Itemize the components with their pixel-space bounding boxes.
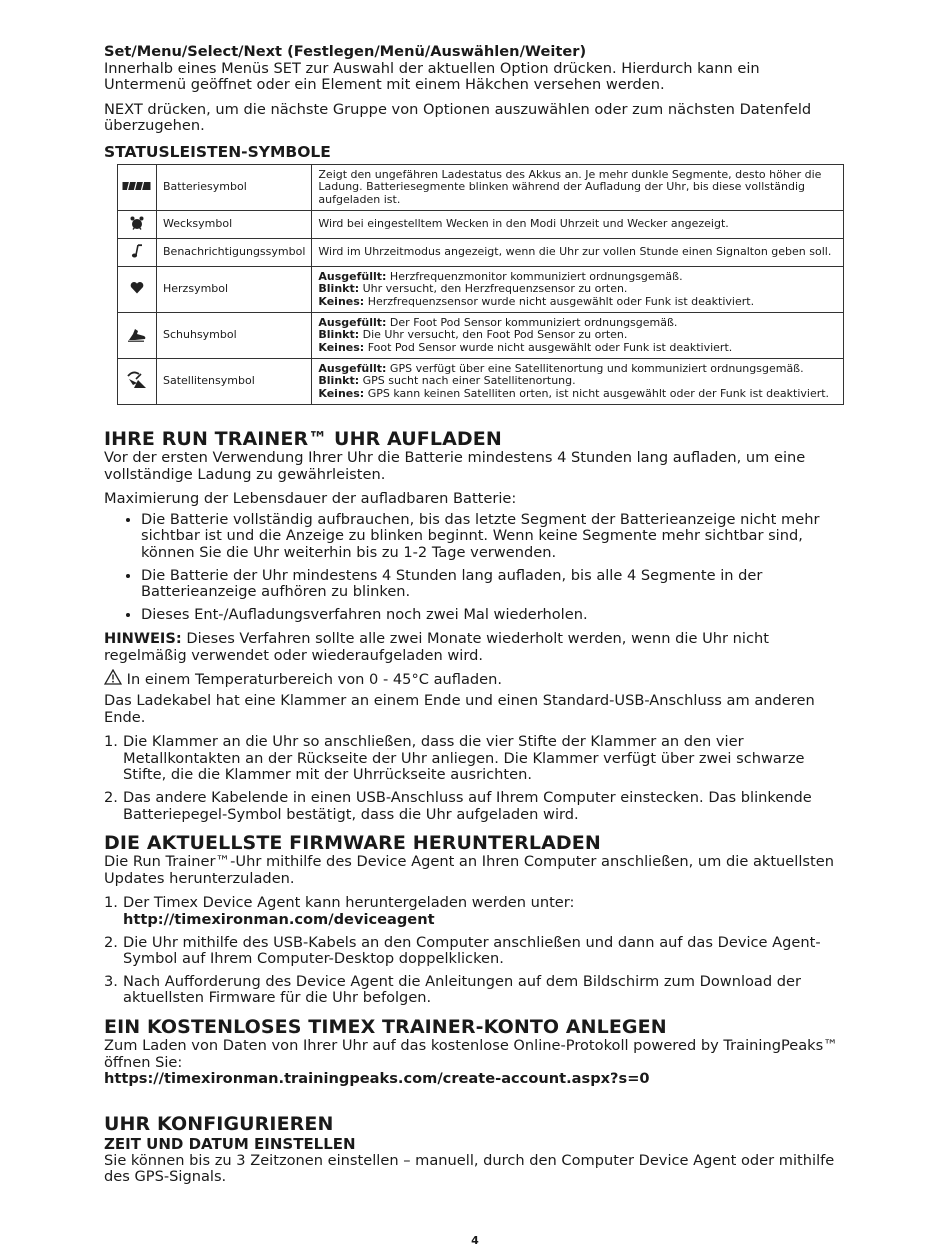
icon-name: Satellitensymbol <box>157 358 312 404</box>
table-row <box>118 312 844 358</box>
list-item: 1. Die Klammer an die Uhr so anschließen, dass die vier Stifte der Klammer an den vier Metallkontakten an der Rückseite der Uhr anliegen. Die Klammer verfügt über zwei schwarze Stifte, die die Klammer mit der Uhrrückseite ausrichten. <box>104 733 805 784</box>
note-text: Dieses Verfahren sollte alle zwei Monate wiederholt werden, wenn die Uhr nicht regelmäßig verwendet oder wiederaufgeladen wird. <box>104 630 769 664</box>
icon-description: Wird im Uhrzeitmodus angezeigt, wenn die Uhr zur vollen Stunde einen Signalton geben soll. <box>312 238 844 266</box>
icon-name: Benachrichtigungssymbol <box>157 238 312 266</box>
config-heading: UHR KONFIGURIEREN <box>104 1112 334 1135</box>
config-text: Sie können bis zu 3 Zeitzonen einstellen – manuell, durch den Computer Device Agent oder mithilfe des GPS-Signals. <box>104 1151 835 1186</box>
status-icon-table <box>117 164 844 405</box>
icon-description: Zeigt den ungefähren Ladestatus des Akkus an. Je mehr dunkle Segmente, desto höher die Ladung. Batteriesegmente blinken während der Aufladung der Uhr, bis diese vollständig aufgeladen ist. <box>312 164 844 210</box>
list-item: • Die Batterie der Uhr mindestens 4 Stunden lang aufladen, bis alle 4 Segmente in der Batterieanzeige aufhören zu blinken. <box>141 568 846 601</box>
note <box>104 631 846 664</box>
note-icon <box>131 244 143 258</box>
set-menu-text: Innerhalb eines Menüs SET zur Auswahl der aktuellen Option drücken. Hierdurch kann ein Untermenü geöffnet oder ein Element mit einem Häkchen versehen werden. <box>104 59 760 94</box>
page-number: 4 <box>471 1234 479 1247</box>
next-text: NEXT drücken, um die nächste Gruppe von Optionen auszuwählen oder zum nächsten Datenfeld überzugehen. <box>104 100 812 135</box>
charge-intro: Vor der ersten Verwendung Ihrer Uhr die Batterie mindestens 4 Stunden lang aufladen, um eine vollständige Ladung zu gewährleisten. <box>104 448 806 483</box>
time-date-subheading: ZEIT UND DATUM EINSTELLEN <box>104 1134 356 1153</box>
charge-bullets <box>104 512 846 624</box>
status-heading: STATUSLEISTEN-SYMBOLE <box>104 142 331 161</box>
warning-text: In einem Temperaturbereich von 0 - 45°C aufladen. <box>126 670 503 688</box>
alarm-icon <box>130 216 144 230</box>
charge-heading: IHRE RUN TRAINER™ UHR AUFLADEN <box>104 427 502 450</box>
account-link[interactable]: https://timexironman.trainingpeaks.com/create-account.aspx?s=0 <box>104 1070 650 1088</box>
firmware-steps <box>104 895 846 1007</box>
table-row <box>118 164 844 210</box>
list-item: 2. Die Uhr mithilfe des USB-Kabels an den Computer anschließen und dann auf das Device Agent-Symbol auf Ihrem Computer-Desktop doppelklicken. <box>104 933 821 968</box>
icon-description: Ausgefüllt: Der Foot Pod Sensor kommuniziert ordnungsgemäß. Blinkt: Die Uhr versucht, den Foot Pod Sensor zu orten. Keines: Foot Pod Sensor wurde nicht ausgewählt oder Funk ist deaktiviert. <box>312 312 844 358</box>
icon-name: Schuhsymbol <box>157 312 312 358</box>
account-heading: EIN KOSTENLOSES TIMEX TRAINER-KONTO ANLEGEN <box>104 1016 667 1038</box>
icon-description: Ausgefüllt: Herzfrequenzmonitor kommuniziert ordnungsgemäß. Blinkt: Uhr versucht, den Herzfrequenzsensor zu orten. Keines: Herzfrequenzsensor wurde nicht ausgewählt oder Funk ist deaktiviert. <box>312 266 844 312</box>
page-content <box>104 44 846 1186</box>
battery-icon <box>122 181 152 191</box>
shoe-icon <box>127 326 147 342</box>
warning-line <box>104 669 846 689</box>
satellite-icon <box>125 370 149 390</box>
table-row <box>118 238 844 266</box>
account-text: Zum Laden von Daten von Ihrer Uhr auf das kostenlose Online-Protokoll powered by TrainingPeaks™ öffnen Sie: <box>104 1037 838 1071</box>
firmware-intro: Die Run Trainer™-Uhr mithilfe des Device Agent an Ihren Computer anschließen, um die aktuellsten Updates herunterzuladen. <box>104 853 834 887</box>
list-item: 3. Nach Aufforderung des Device Agent die Anleitungen auf dem Bildschirm zum Download der aktuellsten Firmware für die Uhr befolgen. <box>104 972 802 1007</box>
list-item: 2. Das andere Kabelende in einen USB-Anschluss auf Ihrem Computer einstecken. Das blinkende Batteriepegel-Symbol bestätigt, dass die Uhr aufgeladen wird. <box>104 789 812 823</box>
set-menu-heading: Set/Menu/Select/Next (Festlegen/Menü/Auswählen/Weiter) <box>104 43 587 60</box>
battery-life-text: Maximierung der Lebensdauer der aufladbaren Batterie: <box>104 490 517 508</box>
icon-name: Wecksymbol <box>157 210 312 238</box>
cable-text: Das Ladekabel hat eine Klammer an einem Ende und einen Standard-USB-Anschluss am anderen Ende. <box>104 692 815 726</box>
table-row <box>118 266 844 312</box>
heart-icon <box>130 281 144 294</box>
icon-description: Ausgefüllt: GPS verfügt über eine Satellitenortung und kommuniziert ordnungsgemäß. Blinkt: GPS sucht nach einer Satellitenortung. Keines: GPS kann keinen Satelliten orten, ist nicht ausgewählt oder der Funk ist deaktiviert. <box>312 358 844 404</box>
charge-steps <box>104 734 846 823</box>
note-label: HINWEIS: <box>104 630 182 648</box>
list-item: • Dieses Ent-/Aufladungsverfahren noch zwei Mal wiederholen. <box>141 607 846 624</box>
device-agent-link[interactable]: http://timexironman.com/deviceagent <box>123 911 435 929</box>
warning-icon <box>104 669 122 685</box>
list-item: 1. Der Timex Device Agent kann heruntergeladen werden unter: http://timexironman.com/deviceagent <box>104 894 575 929</box>
icon-name: Batteriesymbol <box>157 164 312 210</box>
table-row <box>118 358 844 404</box>
firmware-heading: DIE AKTUELLSTE FIRMWARE HERUNTERLADEN <box>104 832 601 855</box>
icon-description: Wird bei eingestelltem Wecken in den Modi Uhrzeit und Wecker angezeigt. <box>312 210 844 238</box>
list-item: • Die Batterie vollständig aufbrauchen, bis das letzte Segment der Batterieanzeige nicht mehr sichtbar ist und die Anzeige zu blinken beginnt. Wenn keine Segmente mehr sichtbar sind, können Sie die Uhr weiterhin bis zu 1-2 Tage verwenden. <box>141 512 846 562</box>
table-row <box>118 210 844 238</box>
icon-name: Herzsymbol <box>157 266 312 312</box>
